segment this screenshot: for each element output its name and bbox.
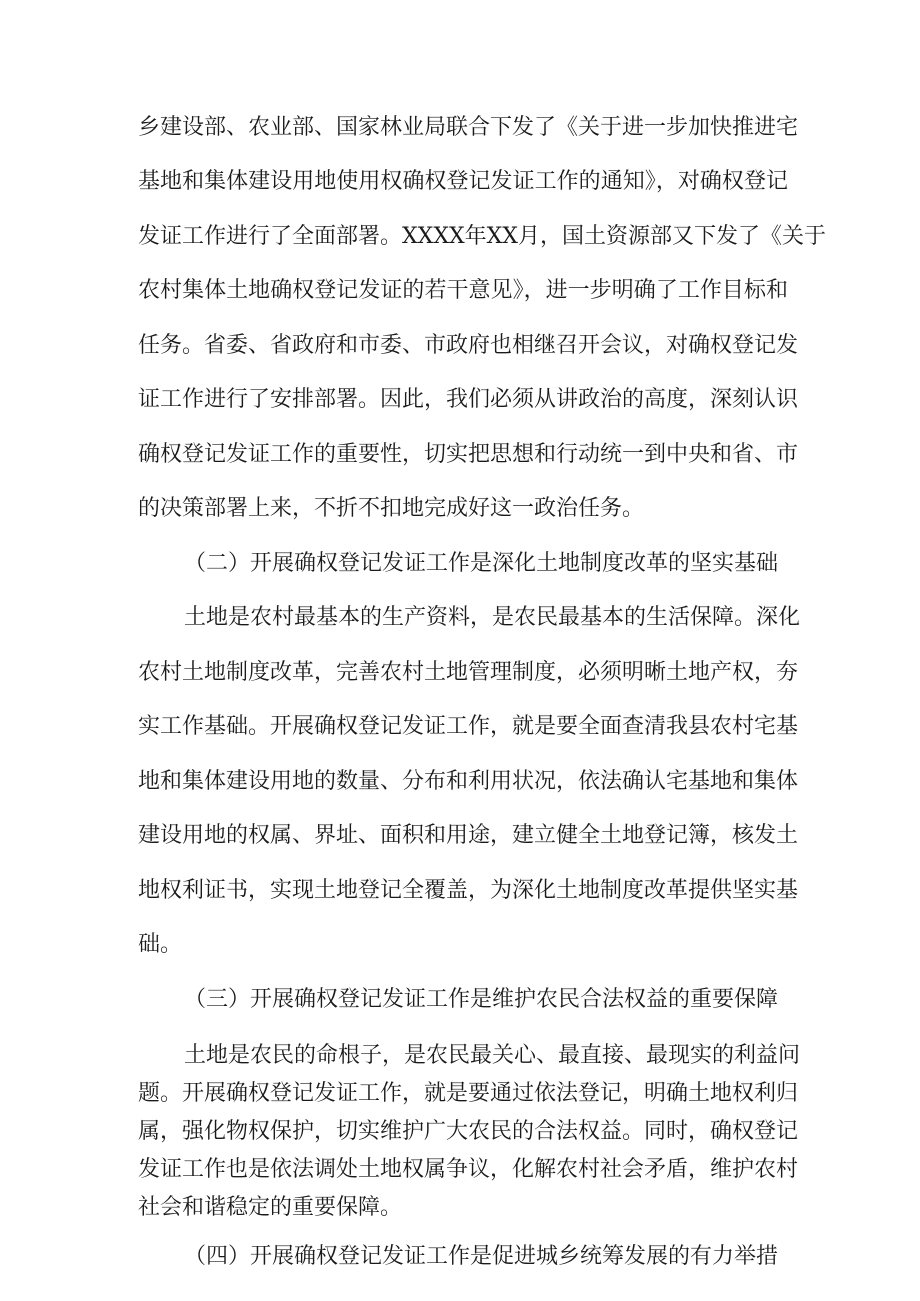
paragraph-line: 土地是农民的命根子，是农民最关心、最直接、最现实的利益问 <box>184 1043 801 1068</box>
paragraph-line: 土地是农村最基本的生产资料，是农民最基本的生活保障。深化 <box>184 605 801 630</box>
paragraph-line: 证工作进行了安排部署。因此，我们必须从讲政治的高度，深刻认识 <box>138 387 799 412</box>
paragraph-line: 地和集体建设用地的数量、分布和利用状况，依法确认宅基地和集体 <box>138 769 799 794</box>
paragraph-line: 乡建设部、农业部、国家林业局联合下发了《关于进一步加快推进宅 <box>138 115 799 140</box>
section-heading-2: （二）开展确权登记发证工作是深化土地制度改革的坚实基础 <box>184 551 779 576</box>
paragraph-line: 发证工作进行了全面部署。XXXX年XX月，国土资源部又下发了《关于 <box>138 224 826 249</box>
paragraph-line: 建设用地的权属、界址、面积和用途，建立健全土地登记簿，核发土 <box>138 823 799 848</box>
paragraph-line: 社会和谐稳定的重要保障。 <box>138 1195 403 1220</box>
paragraph-line: 题。开展确权登记发证工作，就是要通过依法登记，明确土地权利归 <box>138 1081 799 1106</box>
paragraph-line: 地权利证书，实现土地登记全覆盖，为深化土地制度改革提供坚实基 <box>138 878 799 903</box>
paragraph-line: 确权登记发证工作的重要性，切实把思想和行动统一到中央和省、市 <box>138 442 799 467</box>
paragraph-line: 础。 <box>138 932 183 957</box>
paragraph-line: 属，强化物权保护，切实维护广大农民的合法权益。同时，确权登记 <box>138 1119 799 1144</box>
paragraph-line: 发证工作也是依法调处土地权属争议，化解农村社会矛盾，维护农村 <box>138 1157 799 1182</box>
paragraph-line: 农村集体土地确权登记发证的若干意见》，进一步明确了工作目标和 <box>138 278 788 303</box>
section-heading-3: （三）开展确权登记发证工作是维护农民合法权益的重要保障 <box>184 987 779 1012</box>
paragraph-line: 农村土地制度改革，完善农村土地管理制度，必须明晰土地产权，夯 <box>138 660 799 685</box>
paragraph-line: 任务。省委、省政府和市委、市政府也相继召开会议，对确权登记发 <box>138 333 799 358</box>
paragraph-line: 基地和集体建设用地使用权确权登记发证工作的通知》，对确权登记 <box>138 169 788 194</box>
paragraph-line: 实工作基础。开展确权登记发证工作，就是要全面查清我县农村宅基 <box>138 714 799 739</box>
section-heading-4: （四）开展确权登记发证工作是促进城乡统筹发展的有力举措 <box>184 1244 779 1269</box>
paragraph-line: 的决策部署上来，不折不扣地完成好这一政治任务。 <box>138 496 645 521</box>
